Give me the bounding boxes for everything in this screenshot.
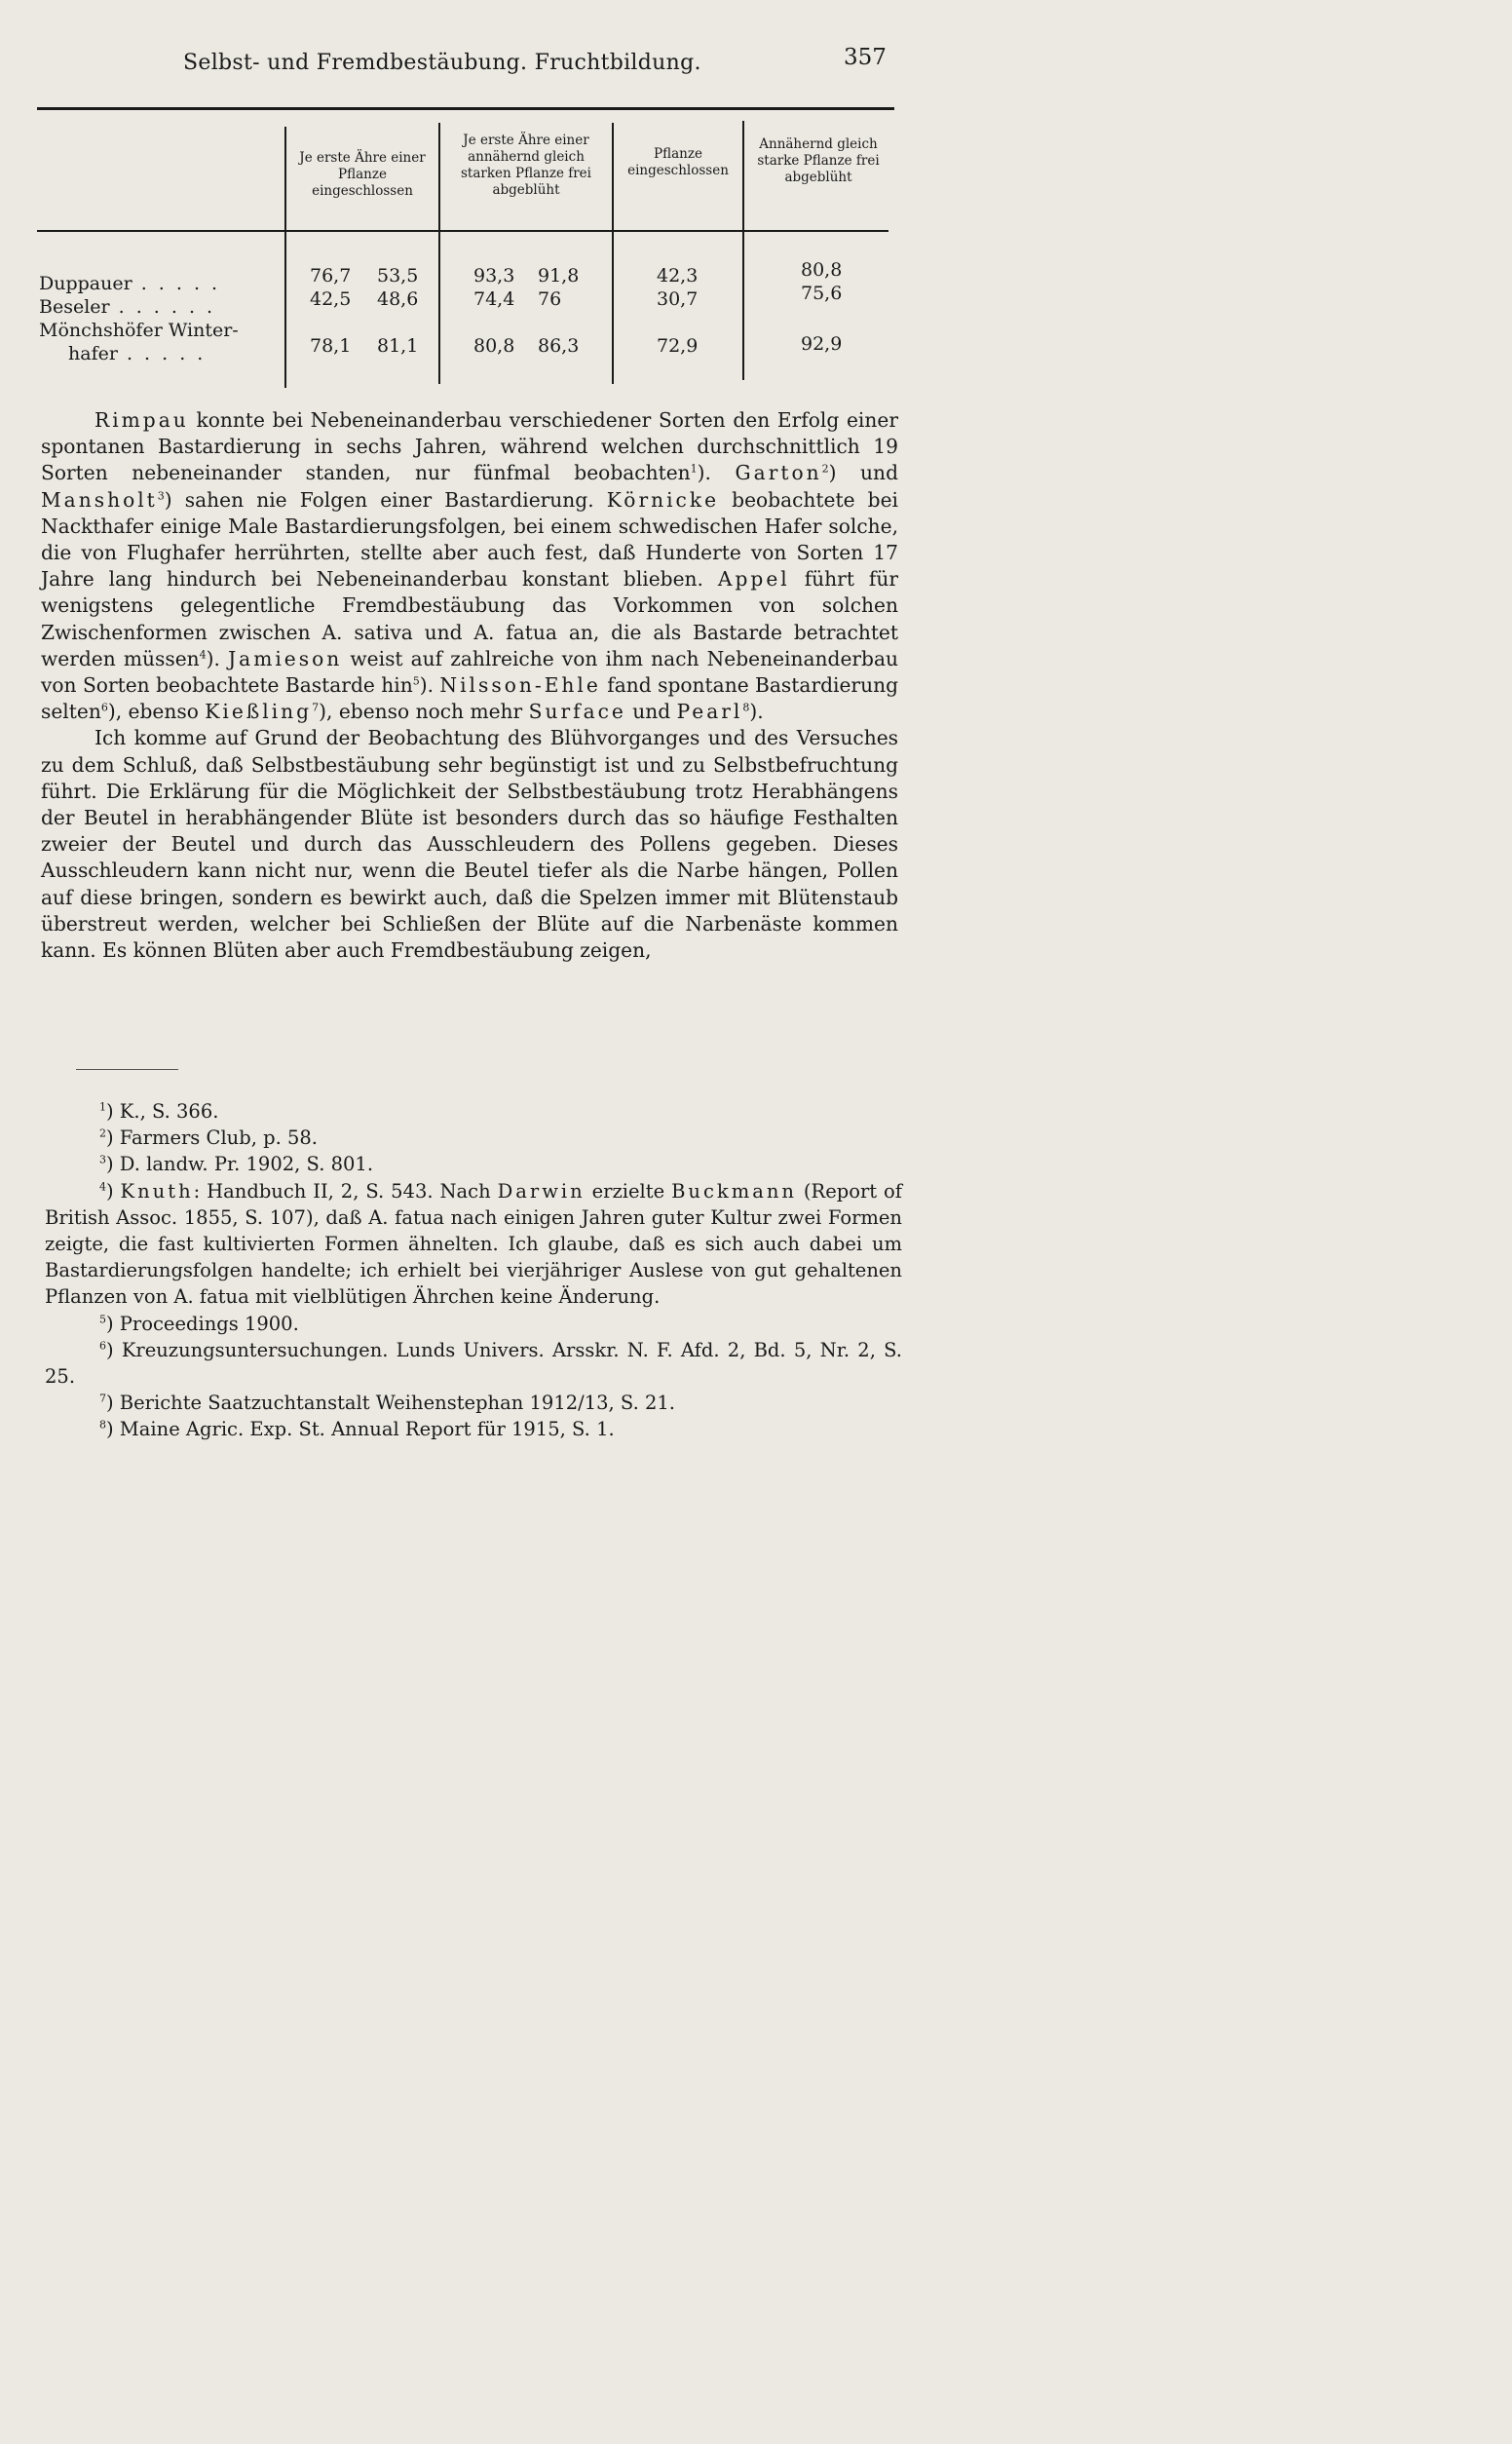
footnote-ref: 2 (821, 462, 829, 476)
paragraph: Ich komme auf Grund der Beobachtung des Blühvorganges und des Versuches zu dem Schluß, daß Selbstbestäubung sehr begünstigt ist und zu Selbstbefruchtung führt. Die Erklärung für die Möglichkeit der Selbstbestäubung trotz Herabhängens der Beutel in herabhängender Blüte ist besonders durch das so häufige Festhalten zweier der Beutel und durch das Ausschleudern des Pollens gegeben. Dieses Ausschleudern kann nicht nur, wenn die Beutel tiefer als die Narbe hängen, Pollen auf diese bringen, sondern es bewirkt auch, daß die Spelzen immer mit Blütenstaub überstreut werden, welcher bei Schließen der Blüte auf die Narbenäste kommen kann. Es können Blüten aber auch Fremdbestäubung zeigen, (41, 726, 898, 963)
data-table (37, 105, 894, 388)
footnote-mark: 2 (99, 1127, 106, 1140)
table-cell: 81,1 (377, 335, 419, 357)
table-divider (742, 121, 744, 380)
table-cell: 80,8 (801, 259, 843, 281)
footnote-ref: 5 (412, 674, 420, 688)
row-label-text: hafer (68, 343, 118, 364)
footnote-rule (76, 1069, 178, 1070)
author-name: Körnicke (606, 487, 720, 512)
author-name: Buckmann (671, 1179, 797, 1203)
table-cell: 75,6 (801, 283, 843, 304)
footnote-mark: 3 (99, 1153, 106, 1166)
table-divider (438, 123, 440, 384)
table-divider (284, 127, 286, 388)
footnote-mark: 1 (99, 1100, 106, 1114)
column-header: Annähernd gleich starke Pflanze frei abgeblüht (757, 136, 880, 185)
author-name: Darwin (497, 1179, 586, 1203)
row-label: Duppauer . . . . . (39, 273, 221, 294)
paragraph: Rimpau konnte bei Nebeneinanderbau verschiedener Sorten den Erfolg einer spontanen Bastardierung in sechs Jahren, während welchen durchschnittlich 19 Sorten nebeneinander standen, nur fünfmal beobachten$^1$). Garton$^2$) und Mansholt$^3$) sahen nie Folgen einer Bastardierung. Körnicke beobachtete bei Nackthafer einige Male Bastardierungsfolgen, bei einem schwedischen Hafer solche, die von Flughafer herrührten, stellte aber auch fest, daß Hunderte von Sorten 17 Jahre lang hindurch bei Nebeneinanderbau konstant blieben. Appel führt für wenigstens gelegentliche Fremdbestäubung das Vorkommen von solchen Zwischenformen zwischen A. sativa und A. fatua an, die als Bastarde betrachtet werden müssen$^4$). Jamieson weist auf zahlreiche von ihm nach Nebeneinanderbau von Sorten beobachtete Bastarde hin$^5$). Nilsson-Ehle fand spontane Bastardierung selten$^6$), ebenso Kießling$^7$), ebenso noch mehr Surface und Pearl$^8$). (41, 408, 899, 724)
footnote-mark: 8 (99, 1418, 106, 1432)
running-header (0, 45, 945, 80)
author-name: Pearl (676, 700, 743, 724)
table-cell: 76,7 (310, 265, 352, 286)
footnote: $^4$) Knuth: Handbuch II, 2, S. 543. Nach Darwin erzielte Buckmann (Report of British Assoc. 1855, S. 107), daß A. fatua nach einigen Jahren guter Kultur zwei Formen zeigte, die fast kultivierten Formen ähnelten. Ich glaube, daß es sich auch dabei um Bastardierungsfolgen handelte; ich erhielt bei vierjähriger Auslese von gut gehaltenen Pflanzen von A. fatua mit vielblütigen Ährchen keine Änderung. (45, 1179, 903, 1309)
author-name: Kießling (205, 700, 313, 724)
author-name: Garton (735, 461, 822, 485)
row-label: hafer . . . . . (68, 343, 207, 364)
table-cell: 48,6 (377, 288, 419, 310)
column-header: Pflanze eingeschlossen (627, 146, 729, 178)
footnote-mark: 6 (99, 1339, 106, 1353)
row-label-text: Duppauer (39, 273, 132, 294)
running-title: Selbst- und Fremdbestäubung. Fruchtbildung. (183, 51, 701, 75)
footnote-ref: 4 (199, 648, 207, 662)
author-name: Surface (528, 700, 626, 724)
table-cell: 42,3 (657, 265, 699, 286)
footnote-mark: 7 (99, 1392, 106, 1405)
row-label: Mönchshöfer Winter- (39, 320, 239, 341)
footnote-ref: 8 (742, 701, 750, 714)
footnote: $^6$) Kreuzungsuntersuchungen. Lunds Univers. Arsskr. N. F. Afd. 2, Bd. 5, Nr. 2, S. 25. (45, 1338, 902, 1389)
author-name: Rimpau (94, 408, 189, 432)
table-cell: 30,7 (657, 288, 699, 310)
table-cell: 76 (538, 288, 562, 310)
table-cell: 53,5 (377, 265, 419, 286)
table-cell: 78,1 (310, 335, 352, 357)
row-label: Beseler . . . . . . (39, 296, 216, 318)
table-cell: 93,3 (473, 265, 515, 286)
footnote-mark: 4 (99, 1180, 106, 1194)
table-divider (612, 123, 614, 384)
table-cell: 91,8 (538, 265, 580, 286)
author-name: Jamieson (228, 646, 343, 670)
table-cell: 74,4 (473, 288, 515, 310)
author-name: Appel (717, 567, 790, 592)
footnote: $^7$) Berichte Saatzuchtanstalt Weihenstephan 1912/13, S. 21. (99, 1392, 675, 1415)
column-header: Je erste Ähre einer annähernd gleich starken Pflanze frei abgeblüht (461, 133, 591, 198)
table-cell: 80,8 (473, 335, 515, 357)
footnote: $^1$) K., S. 366. (99, 1100, 219, 1123)
footnote: $^5$) Proceedings 1900. (99, 1312, 299, 1335)
author-name: Nilsson-Ehle (439, 673, 601, 698)
footnote: $^2$) Farmers Club, p. 58. (99, 1127, 319, 1150)
page-number: 357 (844, 45, 887, 70)
row-label-text: Beseler (39, 296, 110, 318)
footnote: $^3$) D. landw. Pr. 1902, S. 801. (99, 1153, 374, 1176)
footnote-mark: 5 (99, 1313, 106, 1326)
footnote-ref: 6 (100, 701, 108, 714)
table-cell: 42,5 (310, 288, 352, 310)
footnote: $^8$) Maine Agric. Exp. St. Annual Report für 1915, S. 1. (99, 1418, 615, 1441)
table-cell: 92,9 (801, 333, 843, 355)
author-name: Mansholt (41, 487, 158, 512)
body-text (41, 407, 898, 964)
footnote-ref: 1 (690, 462, 698, 476)
book-page (0, 0, 945, 1528)
footnotes (45, 1098, 902, 1443)
column-header: Je erste Ähre einer Pflanze eingeschlossen (299, 150, 426, 199)
table-cell: 72,9 (657, 335, 699, 357)
footnote-ref: 3 (157, 488, 165, 502)
author-name: Knuth (120, 1179, 194, 1203)
footnote-ref: 7 (312, 701, 320, 714)
table-cell: 86,3 (538, 335, 580, 357)
